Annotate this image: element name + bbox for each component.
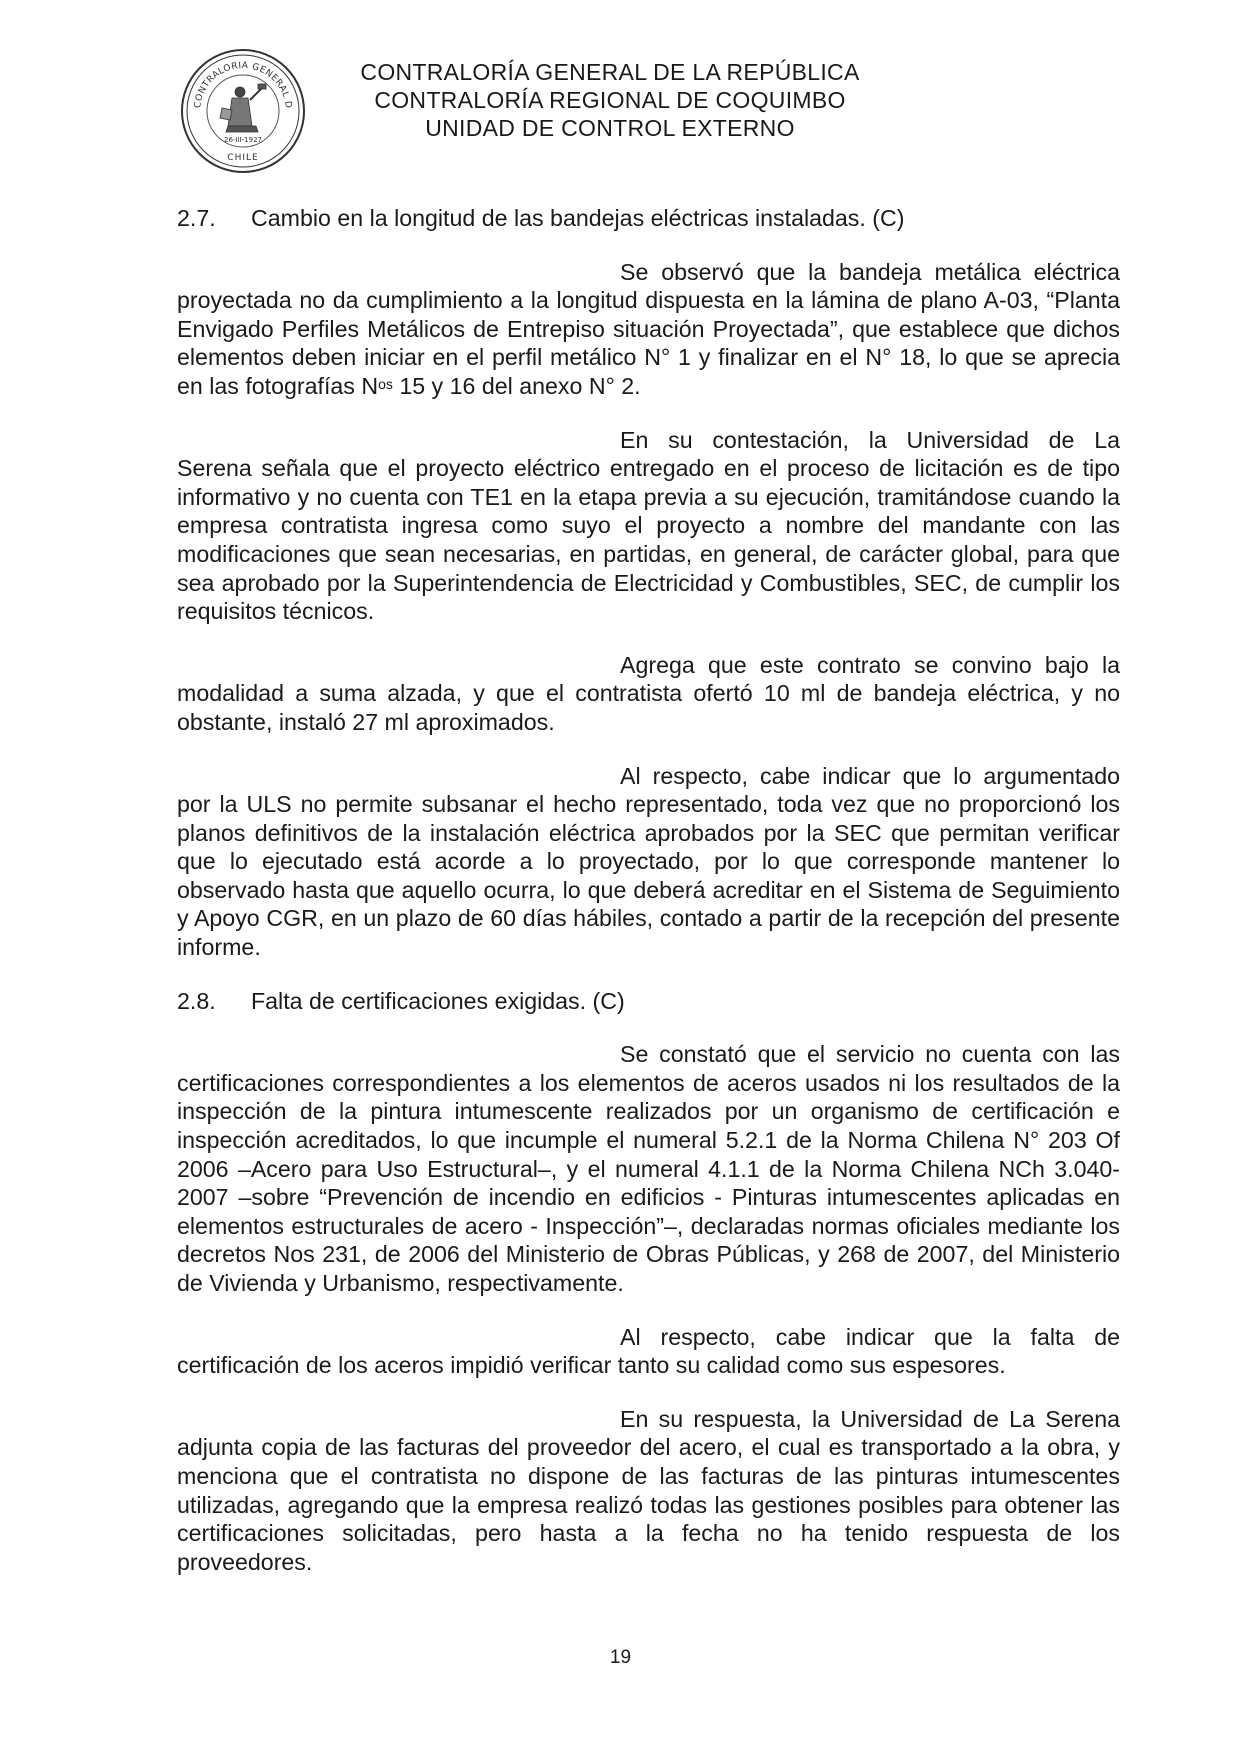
paragraph: En su respuesta, la Universidad de La Serena adjunta copia de las facturas del proveedor del acero, el cual es transportado a la obra, y menciona que el contratista no dispone de las facturas de las pinturas intumescentes utilizadas, agregando que la empresa realizó todas las gestiones posibles para obtener las certificaciones solicitadas, pero hasta a la fecha no ha tenido respuesta de los proveedores.: [177, 1405, 1120, 1575]
section-title: Falta de certificaciones exigidas. (C): [251, 987, 625, 1014]
section-title: Cambio en la longitud de las bandejas eléctricas instaladas. (C): [251, 205, 905, 231]
paragraph: En su contestación, la Universidad de La Serena señala que el proyecto eléctrico entregado en el proceso de licitación es de tipo informativo y no cuenta con TE1 en la etapa previa a su ejecución, tramitándose cuando la empresa contratista ingresa como suyo el proyecto a nombre del mandante con las modificaciones que sean necesarias, en partidas, en general, de carácter global, para que sea aprobado por la Superintendencia de Electricidad y Combustibles, SEC, de cumplir los requisitos técnicos.: [177, 426, 1120, 625]
paragraph: Se constató que el servicio no cuenta con las certificaciones correspondientes a los elementos de aceros usados ni los resultados de la inspección de la pintura intumescente realizados por un organismo de certificación e inspección acreditados, lo que incumple el numeral 5.2.1 de la Norma Chilena N° 203 Of 2006 –Acero para Uso Estructural–, y el numeral 4.1.1 de la Norma Chilena NCh 3.040-2007 –sobre “Prevención de incendio en edificios - Pinturas intumescentes aplicadas en elementos estructurales de acero - Inspección”–, declaradas normas oficiales mediante los decretos Nos 231, de 2006 del Ministerio de Obras Públicas, y 268 de 2007, del Ministerio de Vivienda y Urbanismo, respectivamente.: [177, 1041, 1120, 1296]
paragraph: Agrega que este contrato se convino bajo la modalidad a suma alzada, y que el contratista ofertó 10 ml de bandeja eléctrica, y no obstante, instaló 27 ml aproximados.: [177, 651, 1120, 735]
header-line-3: UNIDAD DE CONTROL EXTERNO: [425, 115, 795, 141]
seal-country: CHILE: [227, 153, 259, 163]
document-header: [330, 58, 890, 142]
contraloria-seal-logo: [180, 48, 306, 174]
document-body: [177, 204, 1120, 1601]
paragraph: Al respecto, cabe indicar que la falta de certificación de los aceros impidió verificar tanto su calidad como sus espesores.: [177, 1323, 1120, 1379]
paragraph: Se observó que la bandeja metálica eléctrica proyectada no da cumplimiento a la longitud dispuesta en la lámina de plano A-03, “Planta Envigado Perfiles Metálicos de Entrepiso situación Proyectada”, que establece que dichos elementos deben iniciar en el perfil metálico N° 1 y finalizar en el N° 18, lo que se aprecia en las fotografías $N^{os}$ 15 y 16 del anexo N° 2.: [177, 258, 1120, 399]
page-number: 19: [609, 1647, 632, 1668]
section-number: 2.8.: [177, 987, 216, 1014]
section-number: 2.7.: [177, 205, 216, 231]
section-heading-2-8: [177, 987, 1120, 1016]
header-line-1: CONTRALORÍA GENERAL DE LA REPÚBLICA: [360, 59, 860, 85]
paragraph: Al respecto, cabe indicar que lo argumentado por la ULS no permite subsanar el hecho representado, toda vez que no proporcionó los planos definitivos de la instalación eléctrica aprobados por la SEC que permitan verificar que lo ejecutado está acorde a lo proyectado, por lo que corresponde mantener lo observado hasta que aquello ocurra, lo que deberá acreditar en el Sistema de Seguimiento y Apoyo CGR, en un plazo de 60 días hábiles, contado a partir de la recepción del presente informe.: [177, 762, 1120, 961]
section-heading-2-7: [177, 204, 1120, 233]
svg-text:CONTRALORIA GENERAL DE LA REPU: CONTRALORIA GENERAL D: [193, 60, 294, 110]
seal-emblem-icon: [180, 48, 306, 174]
seal-date: 26-III-1927: [224, 136, 262, 144]
header-line-2: CONTRALORÍA REGIONAL DE COQUIMBO: [374, 87, 846, 113]
